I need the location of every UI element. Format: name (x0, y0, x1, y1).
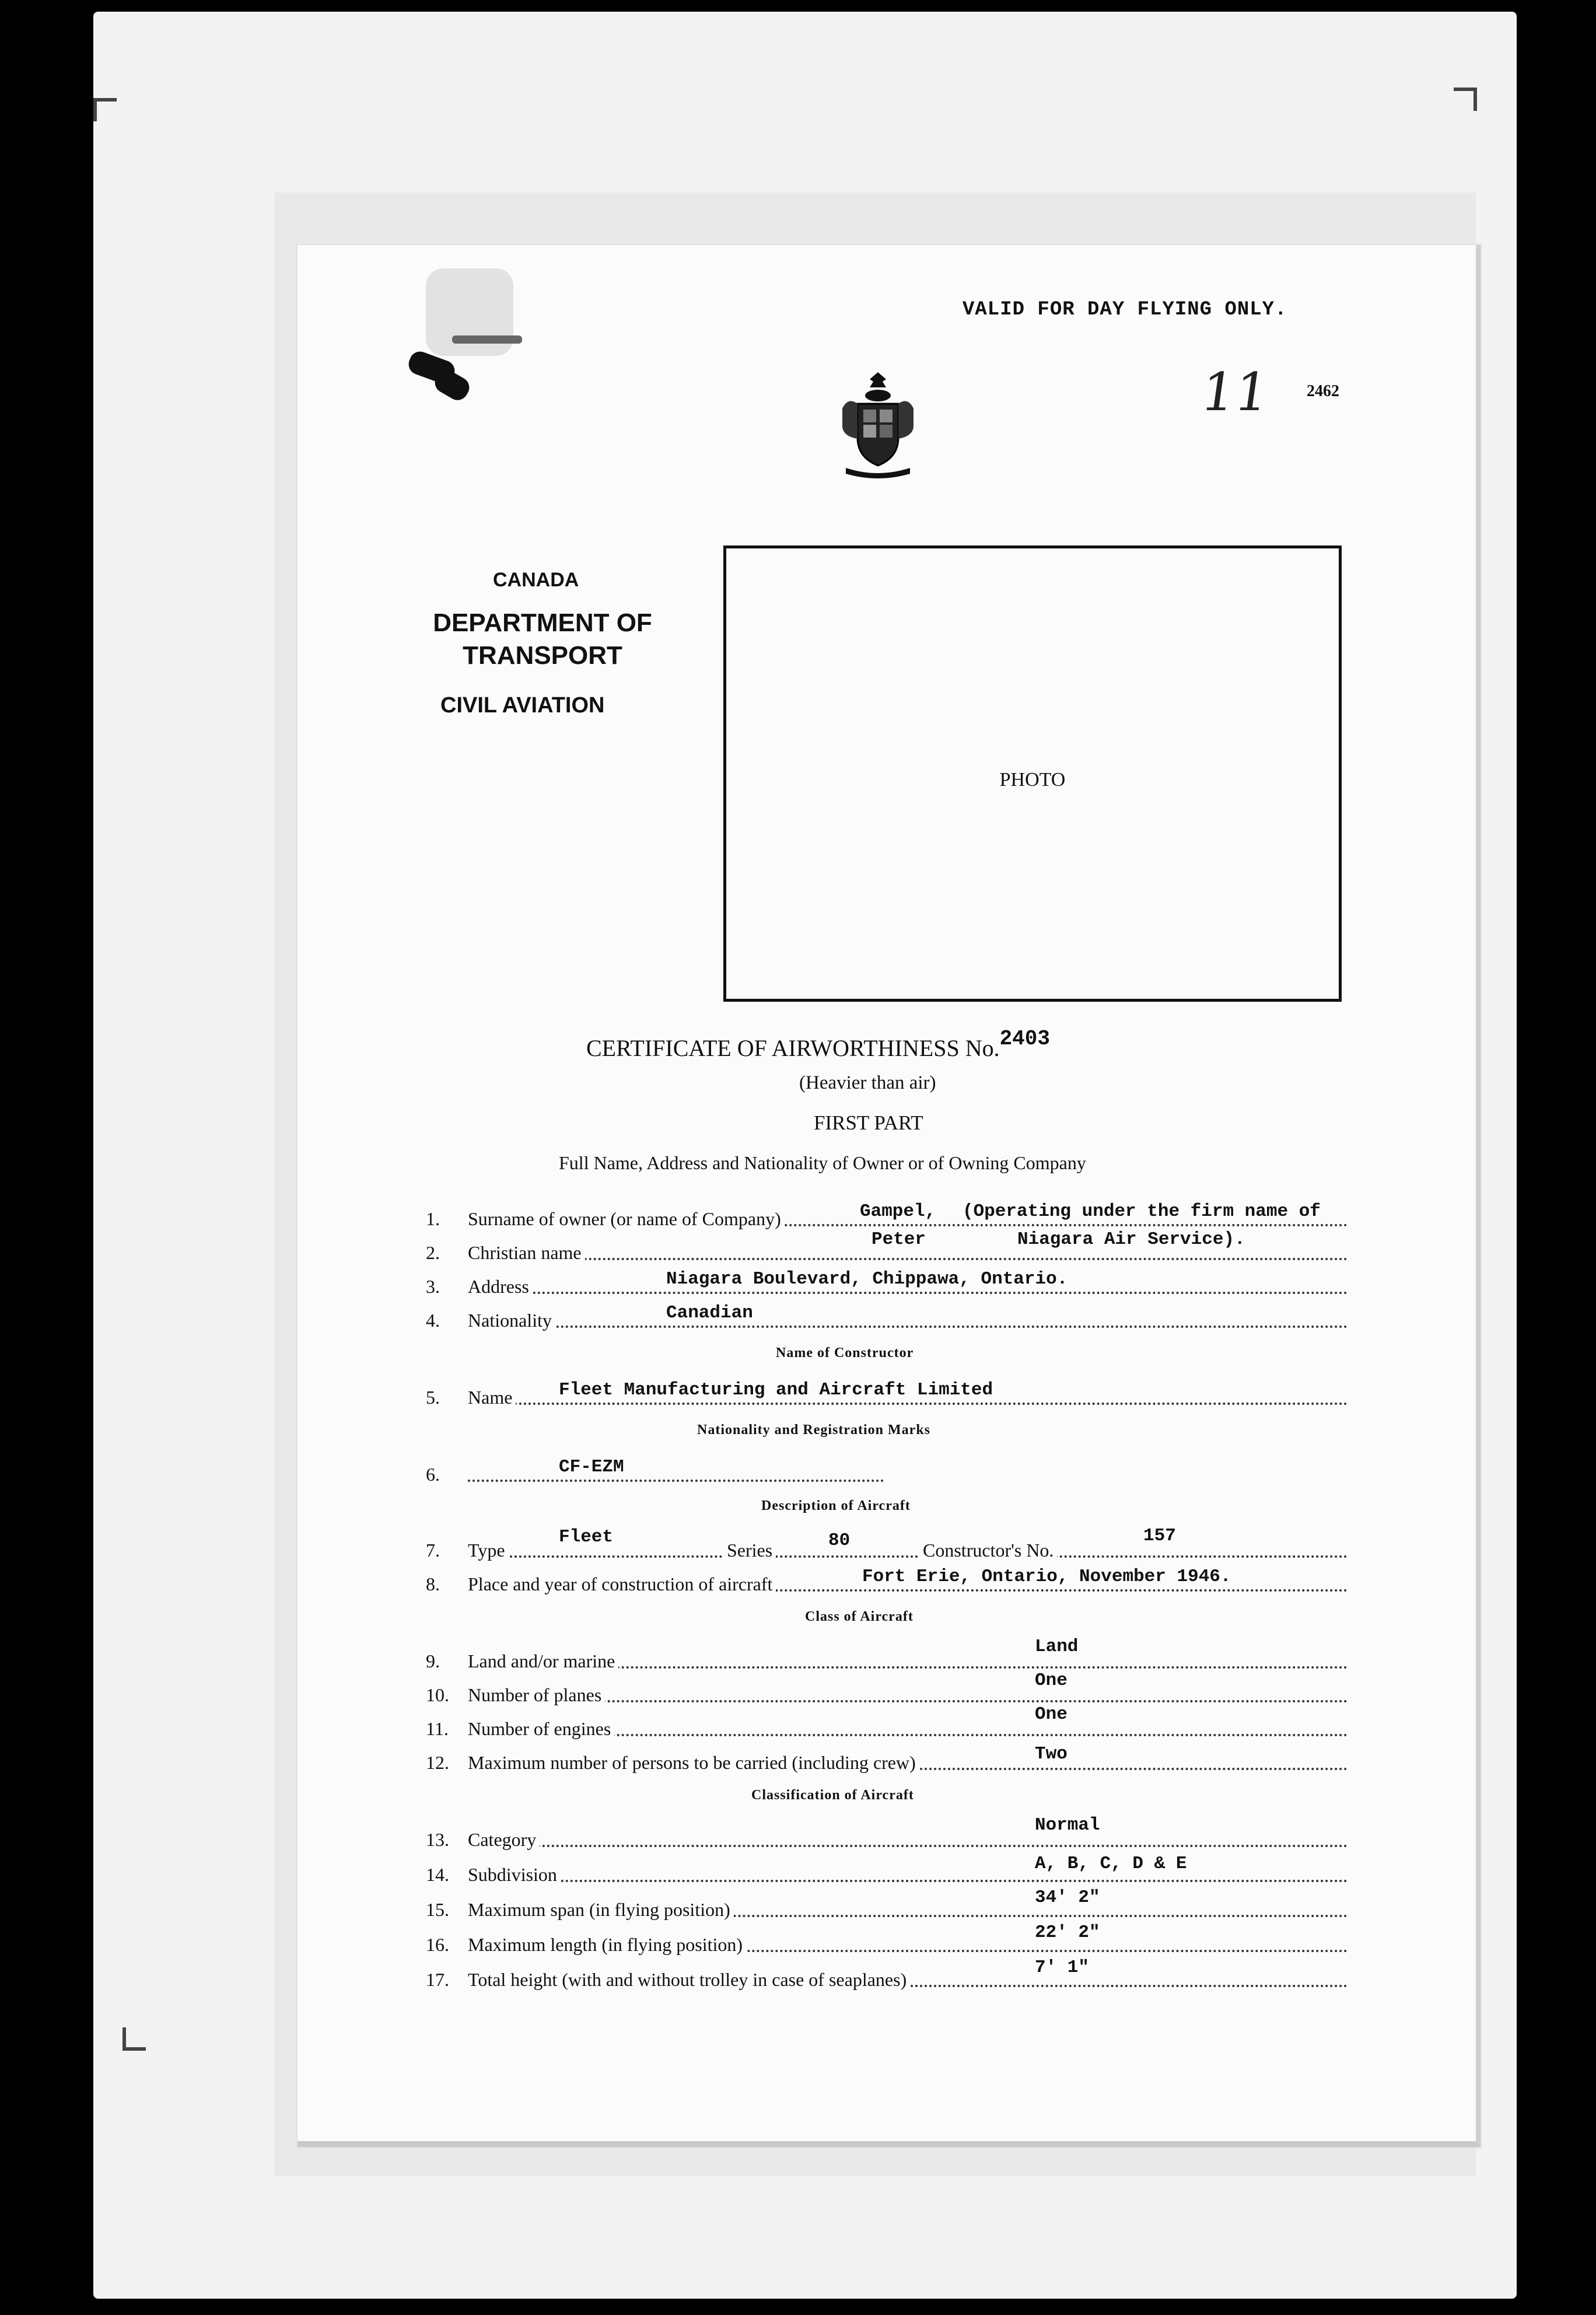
christian-name-value: Peter (872, 1229, 926, 1250)
owner-section-heading: Full Name, Address and Nationality of Owner or of Owning Company (559, 1152, 1086, 1173)
type-value: Fleet (559, 1527, 614, 1547)
form-row-planes: 10. Number of planes One (426, 1673, 1348, 1706)
form-row-construction-place: 8. Place and year of construction of aircraft Fort Erie, Ontario, November 1946. (426, 1562, 1348, 1595)
coat-of-arms-icon (834, 368, 922, 478)
span-value: 34' 2" (1035, 1887, 1100, 1908)
country-label: CANADA (493, 569, 579, 591)
form-row-length: 16. Maximum length (in flying position) 22' 2" (426, 1923, 1348, 1956)
form-row-span: 15. Maximum span (in flying position) 34' 2" (426, 1888, 1348, 1921)
form-row-land-marine: 9. Land and/or marine Land (426, 1639, 1348, 1672)
certificate-title-text: CERTIFICATE OF AIRWORTHINESS No. (586, 1035, 1000, 1061)
category-value: Normal (1035, 1815, 1100, 1835)
constructor-number-value: 157 (1143, 1526, 1176, 1546)
crop-mark-bottom-left (123, 2027, 146, 2051)
part-heading: FIRST PART (814, 1111, 923, 1134)
form-row-engines: 11. Number of engines One (426, 1707, 1348, 1740)
constructor-name-value: Fleet Manufacturing and Aircraft Limited (559, 1380, 993, 1400)
subdivision-value: A, B, C, D & E (1035, 1854, 1187, 1874)
certificate-subtitle: (Heavier than air) (799, 1072, 936, 1093)
owner-surname-value: Gampel, (860, 1201, 936, 1222)
description-heading: Description of Aircraft (761, 1498, 911, 1513)
nationality-value: Canadian (666, 1303, 753, 1323)
certificate-title (586, 1027, 1050, 1062)
paper-clip-bar (452, 335, 522, 344)
planes-value: One (1035, 1670, 1068, 1691)
form-row-persons: 12. Maximum number of persons to be carried (including crew) Two (426, 1741, 1348, 1774)
form-row-nationality: 4. Nationality Canadian (426, 1299, 1348, 1331)
construction-place-value: Fort Erie, Ontario, November 1946. (862, 1566, 1231, 1587)
classification-heading: Classification of Aircraft (751, 1788, 914, 1803)
form-row-registration: 6. CF-EZM (426, 1453, 884, 1485)
constructor-number-label: Constructor's No. (919, 1540, 1057, 1561)
form-row-type: 7. Type Fleet Series 80 Constructor's No. 157 (426, 1529, 1348, 1561)
form-row-address: 3. Address Niagara Boulevard, Chippawa, Ontario. (426, 1265, 1348, 1298)
photo-label: PHOTO (999, 769, 1066, 791)
document-number: 2462 (1307, 382, 1339, 400)
length-value: 22' 2" (1035, 1922, 1100, 1943)
series-value: 80 (828, 1530, 850, 1551)
land-marine-value: Land (1035, 1636, 1079, 1657)
class-heading: Class of Aircraft (805, 1609, 914, 1624)
address-value: Niagara Boulevard, Chippawa, Ontario. (666, 1269, 1068, 1289)
constructor-heading: Name of Constructor (776, 1345, 914, 1361)
form-row-constructor-name: 5. Name Fleet Manufacturing and Aircraft Limited (426, 1376, 1348, 1408)
photo-box (723, 545, 1342, 1002)
operating-name-value-cont: Niagara Air Service). (1017, 1229, 1245, 1250)
form-row-category: 13. Category Normal (426, 1818, 1348, 1851)
branch-label: CIVIL AVIATION (440, 693, 605, 718)
form-row-height: 17. Total height (with and without trolley in case of seaplanes) 7' 1" (426, 1958, 1348, 1991)
crop-mark-top-right (1454, 88, 1477, 111)
series-label: Series (723, 1540, 776, 1561)
department-title: DEPARTMENT OF TRANSPORT (433, 609, 652, 670)
engines-value: One (1035, 1704, 1068, 1725)
registration-heading: Nationality and Registration Marks (697, 1422, 930, 1438)
registration-value: CF-EZM (559, 1457, 624, 1477)
handwritten-mark: 11 (1197, 362, 1273, 423)
validity-note: VALID FOR DAY FLYING ONLY. (963, 299, 1287, 321)
form-row-christian-name: 2. Christian name Peter Niagara Air Service). (426, 1231, 1348, 1264)
crop-mark-top-left (93, 98, 117, 121)
certificate-number: 2403 (999, 1027, 1050, 1051)
form-row-subdivision: 14. Subdivision A, B, C, D & E (426, 1853, 1348, 1886)
height-value: 7' 1" (1035, 1957, 1090, 1978)
form-row-owner-surname: 1. Surname of owner (or name of Company) Gampel, (Operating under the firm name of (426, 1197, 1348, 1230)
persons-value: Two (1035, 1744, 1068, 1764)
operating-name-value: (Operating under the firm name of (963, 1201, 1321, 1222)
